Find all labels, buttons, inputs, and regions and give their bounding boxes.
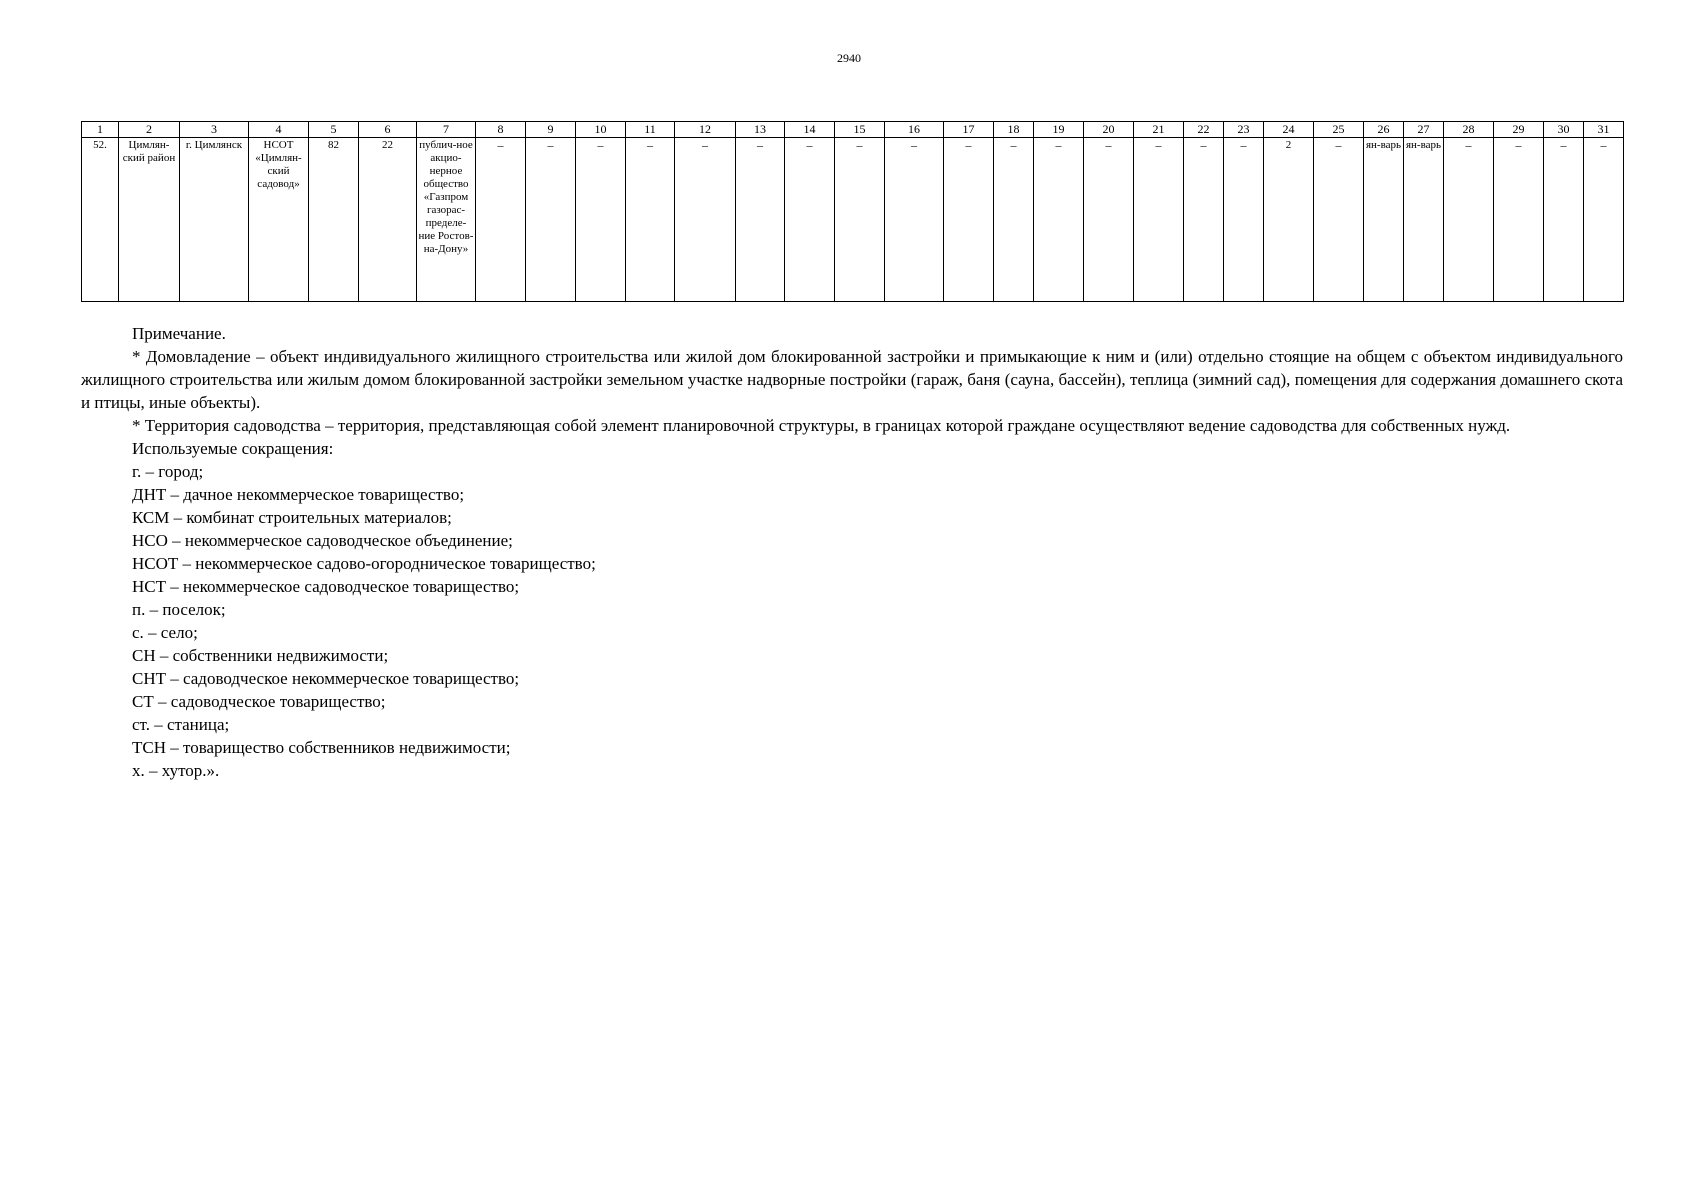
column-number-23: 23 xyxy=(1224,122,1264,138)
cell-col-15: – xyxy=(835,138,885,302)
column-number-21: 21 xyxy=(1134,122,1184,138)
column-number-16: 16 xyxy=(885,122,944,138)
cell-settlement: г. Цимлянск xyxy=(180,138,249,302)
column-number-17: 17 xyxy=(944,122,994,138)
column-number-28: 28 xyxy=(1444,122,1494,138)
notes-section xyxy=(81,322,1623,782)
column-number-24: 24 xyxy=(1264,122,1314,138)
cell-col-19: – xyxy=(1034,138,1084,302)
cell-col-27: ян-варь xyxy=(1404,138,1444,302)
column-number-6: 6 xyxy=(359,122,417,138)
column-number-20: 20 xyxy=(1084,122,1134,138)
column-number-5: 5 xyxy=(309,122,359,138)
abbreviation-item: с. – село; xyxy=(132,623,198,642)
abbreviation-item: СН – собственники недвижимости; xyxy=(132,646,389,665)
cell-col-26: ян-варь xyxy=(1364,138,1404,302)
column-number-29: 29 xyxy=(1494,122,1544,138)
abbreviation-item: ст. – станица; xyxy=(132,715,230,734)
cell-col-12: – xyxy=(675,138,736,302)
abbreviation-item: КСМ – комбинат строительных материалов; xyxy=(132,508,452,527)
cell-col-29: – xyxy=(1494,138,1544,302)
abbreviation-item: п. – поселок; xyxy=(132,600,226,619)
cell-col-13: – xyxy=(736,138,785,302)
column-number-12: 12 xyxy=(675,122,736,138)
cell-col-18: – xyxy=(994,138,1034,302)
cell-col-22: – xyxy=(1184,138,1224,302)
abbreviation-item: НСОТ – некоммерческое садово-огородническое товарищество; xyxy=(132,554,596,573)
cell-col-20: – xyxy=(1084,138,1134,302)
cell-col-5: 82 xyxy=(309,138,359,302)
column-number-8: 8 xyxy=(476,122,526,138)
cell-col-6: 22 xyxy=(359,138,417,302)
column-number-27: 27 xyxy=(1404,122,1444,138)
table-row xyxy=(82,138,1624,302)
cell-col-10: – xyxy=(576,138,626,302)
abbreviation-item: г. – город; xyxy=(132,462,204,481)
column-number-30: 30 xyxy=(1544,122,1584,138)
cell-col-14: – xyxy=(785,138,835,302)
cell-col-8: – xyxy=(476,138,526,302)
column-number-7: 7 xyxy=(417,122,476,138)
column-number-10: 10 xyxy=(576,122,626,138)
column-number-4: 4 xyxy=(249,122,309,138)
column-number-9: 9 xyxy=(526,122,576,138)
cell-col-11: – xyxy=(626,138,675,302)
column-number-2: 2 xyxy=(119,122,180,138)
column-number-25: 25 xyxy=(1314,122,1364,138)
cell-col-24: 2 xyxy=(1264,138,1314,302)
column-number-row xyxy=(82,122,1624,138)
note-household-definition: * Домовладение – объект индивидуального жилищного строительства или жилой дом блокированной застройки и примыкающие к ним и (или) отдельно стоящие на общем с объектом индивидуального жилищного строительства или жилым домом блокированной застройки земельном участке надворные постройки (гараж, баня (сауна, бассейн), теплица (зимний сад), помещения для содержания домашнего скота и птицы, иные объекты). xyxy=(81,347,1623,412)
cell-col-25: – xyxy=(1314,138,1364,302)
column-number-1: 1 xyxy=(82,122,119,138)
page-number: 2940 xyxy=(837,51,861,65)
column-number-3: 3 xyxy=(180,122,249,138)
abbreviation-item: СТ – садоводческое товарищество; xyxy=(132,692,386,711)
column-number-11: 11 xyxy=(626,122,675,138)
data-table xyxy=(81,121,1624,302)
cell-col-17: – xyxy=(944,138,994,302)
column-number-14: 14 xyxy=(785,122,835,138)
abbreviation-item: ТСН – товарищество собственников недвижимости; xyxy=(132,738,511,757)
cell-col-28: – xyxy=(1444,138,1494,302)
cell-col-31: – xyxy=(1584,138,1624,302)
cell-col-9: – xyxy=(526,138,576,302)
column-number-19: 19 xyxy=(1034,122,1084,138)
abbreviation-item: х. – хутор.». xyxy=(132,761,220,780)
cell-col-23: – xyxy=(1224,138,1264,302)
column-number-22: 22 xyxy=(1184,122,1224,138)
cell-col-21: – xyxy=(1134,138,1184,302)
notes-heading: Примечание. xyxy=(132,324,226,343)
cell-district: Цимлян-ский район xyxy=(119,138,180,302)
column-number-31: 31 xyxy=(1584,122,1624,138)
cell-supplier: публич-ное акцио-нерное общество «Газпром газорас-пределе-ние Ростов-на-Дону» xyxy=(417,138,476,302)
abbreviations-title: Используемые сокращения: xyxy=(132,439,334,458)
cell-col-30: – xyxy=(1544,138,1584,302)
note-gardening-territory-definition: * Территория садоводства – территория, представляющая собой элемент планировочной структуры, в границах которой граждане осуществляют ведение садоводства для собственных нужд. xyxy=(132,416,1511,435)
abbreviation-item: ДНТ – дачное некоммерческое товарищество; xyxy=(132,485,465,504)
column-number-26: 26 xyxy=(1364,122,1404,138)
abbreviation-item: СНТ – садоводческое некоммерческое товарищество; xyxy=(132,669,520,688)
cell-organization: НСОТ «Цимлян-ский садовод» xyxy=(249,138,309,302)
abbreviations-list xyxy=(81,460,1623,782)
column-number-13: 13 xyxy=(736,122,785,138)
column-number-15: 15 xyxy=(835,122,885,138)
abbreviation-item: НСТ – некоммерческое садоводческое товарищество; xyxy=(132,577,520,596)
abbreviation-item: НСО – некоммерческое садоводческое объединение; xyxy=(132,531,513,550)
cell-col-16: – xyxy=(885,138,944,302)
cell-number: 52. xyxy=(82,138,119,302)
column-number-18: 18 xyxy=(994,122,1034,138)
